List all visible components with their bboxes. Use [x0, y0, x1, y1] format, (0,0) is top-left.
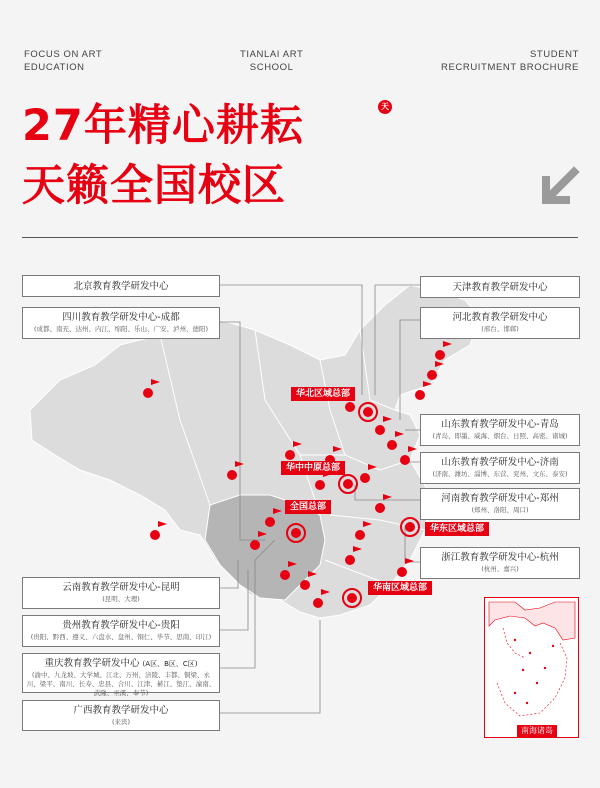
header-center: TIANLAI ART SCHOOL [239, 49, 304, 73]
center-card-chengdu: 四川教育教学研发中心-成都 (成都、南充、达州、内江、绵阳、乐山、广安、泸州、德阳) [22, 307, 220, 339]
region-tag-north: 华北区域总部 [291, 387, 355, 401]
location-pin [345, 402, 355, 412]
region-tag-national: 全国总部 [285, 500, 331, 514]
south-sea-inset-map [484, 597, 579, 738]
center-card-jinan: 山东教育教学研发中心-济南 (济南、潍坊、淄博、东营、兖州、文东、泰安) [420, 452, 580, 484]
location-pin [150, 521, 167, 540]
header-left: FOCUS ON ART EDUCATION [24, 49, 103, 73]
headline-line-1: 27年精心耕耘 [22, 101, 304, 151]
center-card-guiyang: 贵州教育教学研发中心-贵阳 (贵阳、黔西、遵义、六盘水、盘州、铜仁、毕节、思南、印江) [22, 615, 220, 647]
region-tag-south: 华南区域总部 [368, 581, 432, 595]
brochure-header [24, 48, 579, 74]
down-left-arrow-icon [534, 166, 580, 212]
headline-line-2: 天籁全国校区 [22, 161, 286, 211]
south-sea-inset-label: 南海诸岛 [517, 725, 557, 737]
center-card-hebei: 河北教育教学研发中心 (邢台、邯郸) [420, 307, 580, 339]
divider [22, 237, 578, 238]
south-sea-islands-map [485, 598, 580, 739]
header-right: STUDENT RECRUITMENT BROCHURE [441, 49, 579, 73]
center-card-guangxi: 广西教育教学研发中心 (来宾) [22, 700, 220, 731]
center-card-beijing: 北京教育教学研发中心 [22, 275, 220, 297]
center-card-tianjin: 天津教育教学研发中心 [420, 276, 580, 298]
center-card-kunming: 云南教育教学研发中心-昆明 (昆明、大理) [22, 577, 220, 609]
region-tag-central: 华中中原总部 [281, 461, 345, 475]
center-card-chongqing: 重庆教育教学研发中心 (A区、B区、C区) (渝中、九龙坡、大学城、江北、万州、涪陵、丰都、铜梁、永川、梁平、南川、长寿、忠县、合川、江津、綦江、垫江、潼南、武隆、巫溪、奉节) [22, 653, 220, 693]
region-tag-east: 华东区域总部 [425, 522, 489, 536]
center-card-zhengzhou: 河南教育教学研发中心-郑州 (郑州、洛阳、周口) [420, 488, 580, 520]
brand-logo-mark: 天 [378, 100, 392, 114]
center-card-qingdao: 山东教育教学研发中心-青岛 (青岛、即墨、威海、烟台、日照、高密、诸城) [420, 414, 580, 446]
center-card-hangzhou: 浙江教育教学研发中心-杭州 (杭州、嘉兴) [420, 547, 580, 579]
